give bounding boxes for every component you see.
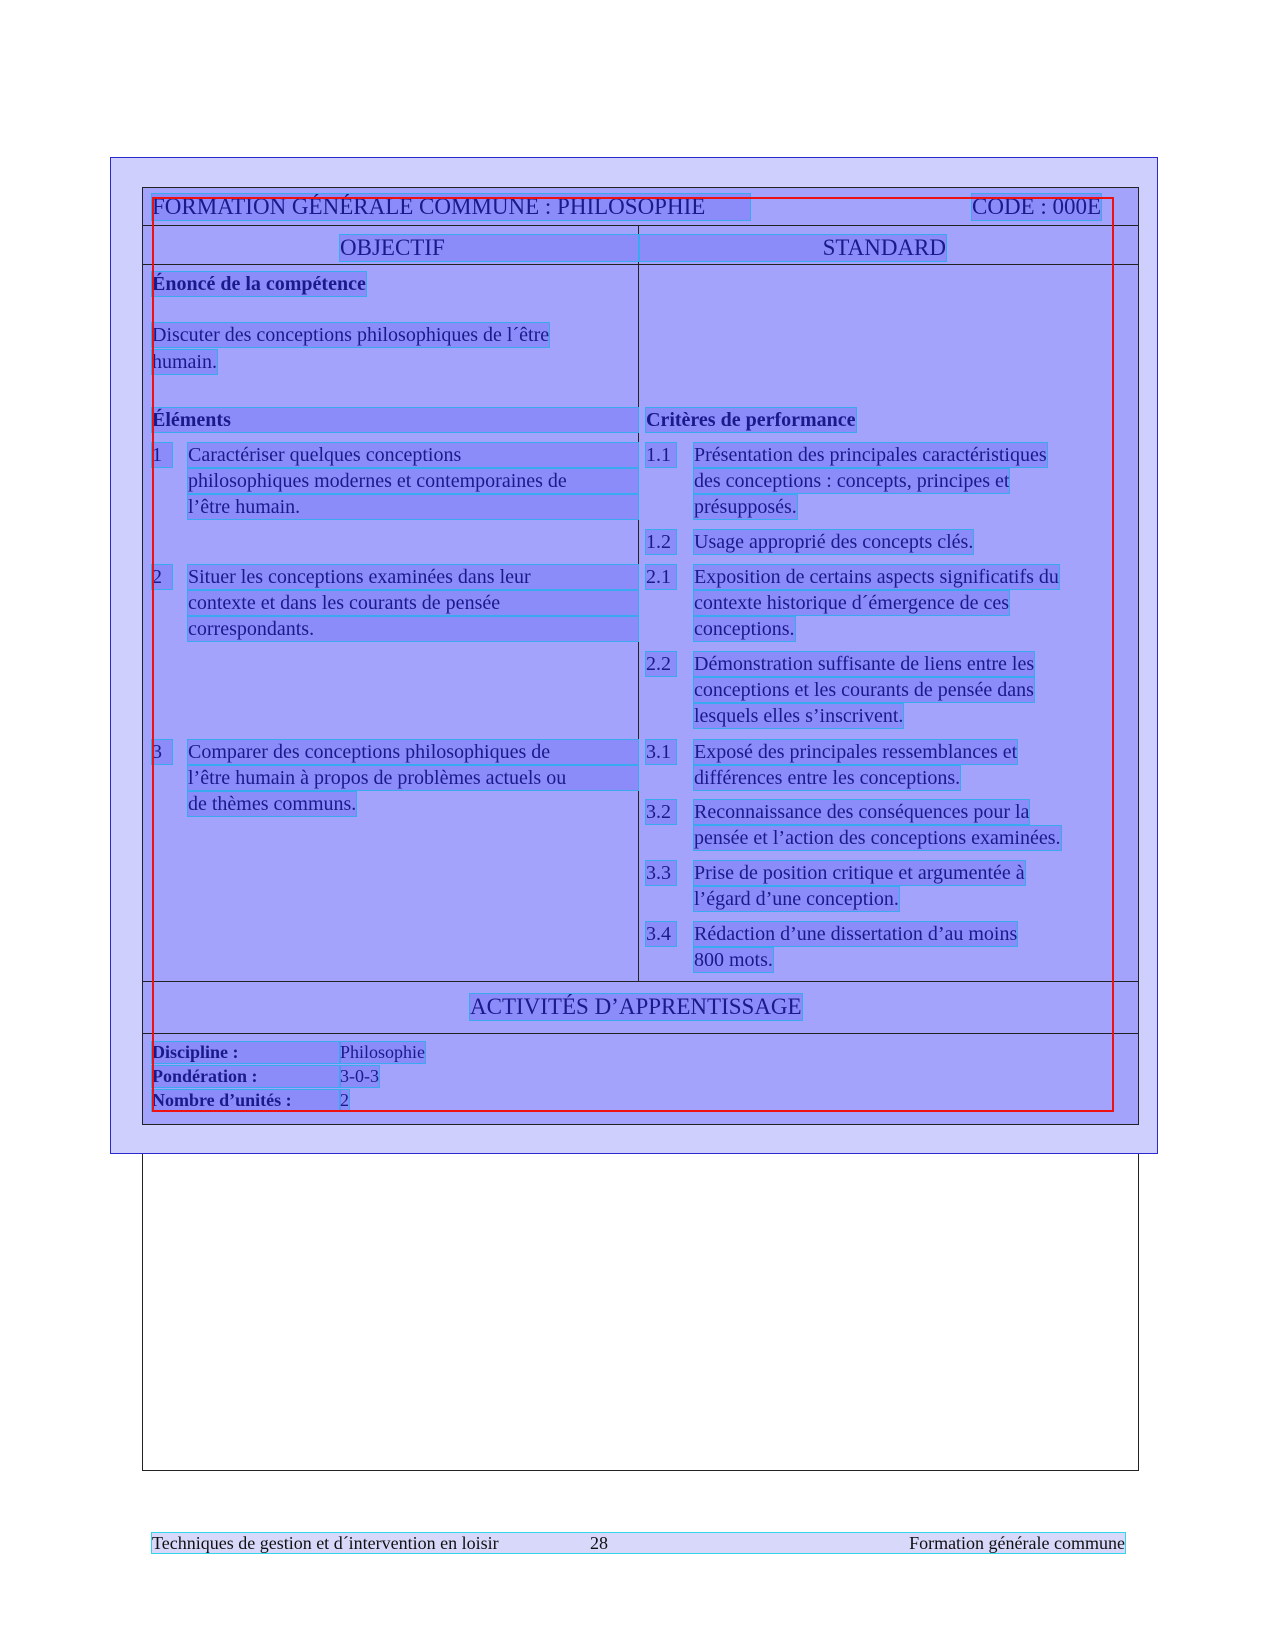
footer-section: Formation générale commune (909, 1533, 1125, 1553)
unites-value: 2 (340, 1090, 349, 1110)
critere-line: Exposé des principales ressemblances et (694, 741, 1018, 763)
footer-page-number: 28 (590, 1533, 608, 1553)
element-line: de thèmes communs. (188, 793, 357, 815)
critere-line: conceptions et les courants de pensée dans (694, 679, 1034, 701)
critere-number: 3.1 (646, 740, 676, 764)
unites-label: Nombre d’unités : (152, 1090, 340, 1111)
critere-line: des conceptions : concepts, principes et (694, 470, 1010, 492)
page-title: FORMATION GÉNÉRALE COMMUNE : PHILOSOPHIE (152, 194, 750, 220)
rule-header (142, 225, 1139, 226)
ponderation-label: Pondération : (152, 1066, 340, 1087)
rule-activites-bottom (142, 1033, 1139, 1034)
rule-activites-top (142, 981, 1139, 982)
discipline-label: Discipline : (152, 1042, 340, 1063)
element-number: 3 (152, 740, 172, 764)
critere-number: 3.4 (646, 922, 676, 946)
course-code: CODE : 000E (972, 194, 1102, 219)
critere-line: lesquels elles s’inscrivent. (694, 705, 904, 727)
critere-line: pensée et l’action des conceptions examinées. (694, 827, 1061, 849)
rule-columns (142, 264, 1139, 265)
competence-line-2: humain. (152, 351, 217, 373)
critere-line: différences entre les conceptions. (694, 767, 961, 789)
critere-line: présupposés. (694, 496, 797, 518)
critere-number: 1.1 (646, 443, 676, 467)
competence-heading: Énoncé de la compétence (152, 273, 366, 295)
critere-line: 800 mots. (694, 949, 773, 971)
critere-number: 1.2 (646, 530, 676, 554)
criteres-heading: Critères de performance (646, 409, 856, 431)
element-line: Comparer des conceptions philosophiques de (188, 740, 638, 764)
critere-line: Prise de position critique et argumentée à (694, 862, 1025, 884)
critere-number: 3.2 (646, 800, 676, 824)
element-line: l’être humain à propos de problèmes actuels ou (188, 766, 638, 790)
element-line: l’être humain. (188, 495, 638, 519)
ponderation-value: 3-0-3 (340, 1066, 379, 1086)
element-line: correspondants. (188, 617, 638, 641)
element-number: 1 (152, 443, 172, 467)
critere-line: Présentation des principales caractéristiques (694, 444, 1047, 466)
critere-number: 2.2 (646, 652, 676, 676)
critere-line: Reconnaissance des conséquences pour la (694, 801, 1030, 823)
element-line: contexte et dans les courants de pensée (188, 591, 638, 615)
critere-line: contexte historique d´émergence de ces (694, 592, 1010, 614)
element-line: philosophiques modernes et contemporaines de (188, 469, 638, 493)
critere-line: Exposition de certains aspects significatifs du (694, 566, 1059, 588)
column-divider (638, 225, 639, 981)
critere-number: 3.3 (646, 861, 676, 885)
critere-line: conceptions. (694, 618, 795, 640)
critere-line: Rédaction d’une dissertation d’au moins (694, 923, 1018, 945)
page-footer (152, 1533, 1125, 1553)
critere-line: Usage approprié des concepts clés. (694, 531, 974, 553)
critere-number: 2.1 (646, 565, 676, 589)
element-line: Situer les conceptions examinées dans leur (188, 565, 638, 589)
elements-heading: Éléments (152, 408, 638, 432)
element-number: 2 (152, 565, 172, 589)
column-objectif: OBJECTIF (340, 235, 638, 261)
element-line: Caractériser quelques conceptions (188, 443, 638, 467)
competence-line-1: Discuter des conceptions philosophiques de l´être (152, 324, 550, 346)
discipline-value: Philosophie (340, 1042, 426, 1062)
footer-program: Techniques de gestion et d´intervention en loisir (152, 1533, 499, 1553)
column-standard: STANDARD (640, 235, 946, 261)
activites-heading: ACTIVITÉS D’APPRENTISSAGE (470, 994, 802, 1019)
critere-line: l’égard d’une conception. (694, 888, 899, 910)
critere-line: Démonstration suffisante de liens entre les (694, 653, 1035, 675)
